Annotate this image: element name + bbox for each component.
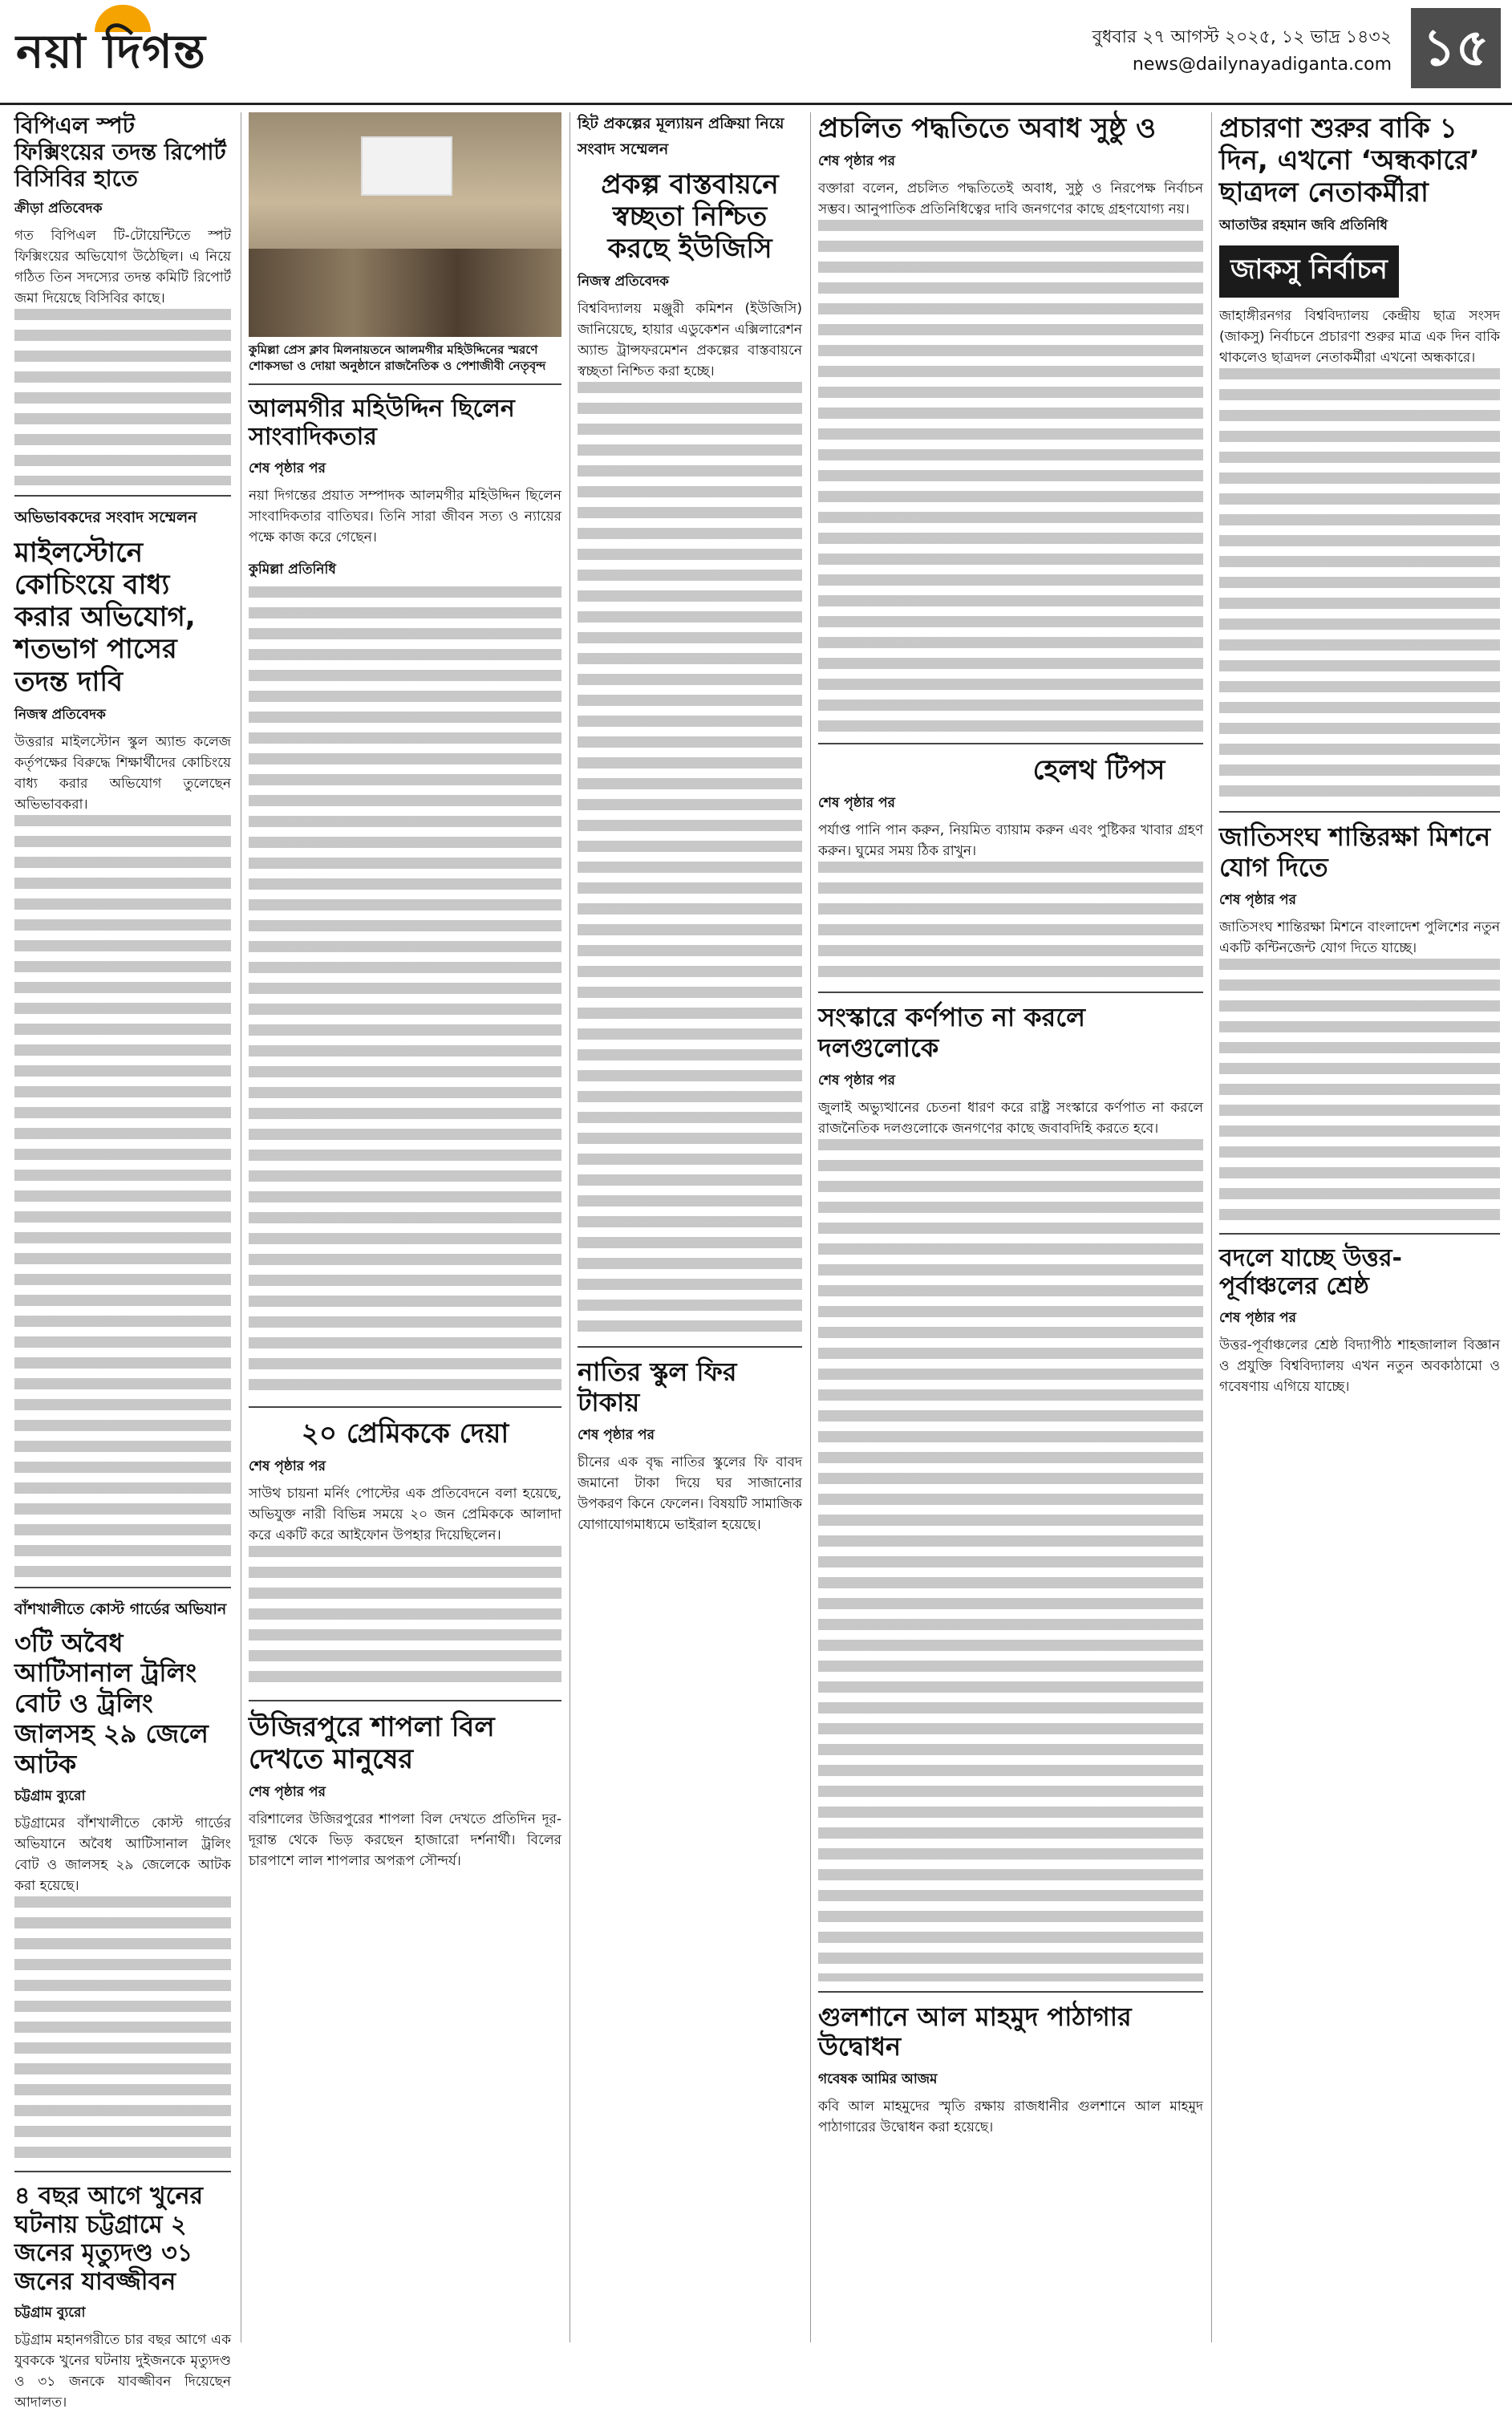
issue-date: বুধবার ২৭ আগস্ট ২০২৫, ১২ ভাদ্র ১৪৩২ xyxy=(1092,27,1392,47)
kicker: হিট প্রকল্পের মূল্যায়ন প্রক্রিয়া নিয়ে সংবাদ সম্মেলন xyxy=(578,115,784,158)
byline: চট্টগ্রাম ব্যুরো xyxy=(14,1788,86,1805)
text-block-filler xyxy=(818,862,1203,982)
divider xyxy=(14,2171,231,2172)
byline: শেষ পৃষ্ঠার পর xyxy=(249,1458,326,1474)
headline: হেলথ টিপস xyxy=(1032,754,1165,787)
kicker: বাঁশখালীতে কোস্ট গার্ডের অভিযান xyxy=(14,1600,227,1618)
divider xyxy=(578,1346,802,1348)
article-body: গত বিপিএল টি-টোয়েন্টিতে স্পট ফিক্সিংয়ের অভিযোগ উঠেছিল। এ নিয়ে গঠিত তিন সদস্যের তদন্ত কমিটি রিপোর্ট জমা দিয়েছে বিসিবির কাছে। xyxy=(14,228,231,307)
article-body: নয়া দিগন্তের প্রয়াত সম্পাদক আলমগীর মহিউদ্দিন ছিলেন সাংবাদিকতার বাতিঘর। তিনি সারা জীবন সত্য ও ন্যায়ের পক্ষে কাজ করে গেছেন। xyxy=(249,487,561,545)
byline: আতাউর রহমান জবি প্রতিনিধি xyxy=(1219,217,1388,234)
text-block-filler xyxy=(578,382,802,1336)
article-body: জাহাঙ্গীরনগর বিশ্ববিদ্যালয় কেন্দ্রীয় ছাত্র সংসদ (জাকসু) নির্বাচনে প্রচারণা শুরুর মাত্র এক দিন বাকি থাকলেও ছাত্রদল নেতাকর্মীরা এখনো অন্ধকারে। xyxy=(1219,308,1500,367)
headline: আলমগীর মহিউদ্দিন ছিলেন সাংবাদিকতার xyxy=(249,395,515,452)
column-1 xyxy=(14,112,231,2413)
divider xyxy=(249,383,561,385)
article-bpl xyxy=(14,112,231,485)
text-block-filler xyxy=(1219,368,1500,801)
article-body: পর্যাপ্ত পানি পান করুন, নিয়মিত ব্যায়াম করুন এবং পুষ্টিকর খাবার গ্রহণ করুন। ঘুমের সময় ঠিক রাখুন। xyxy=(818,822,1203,860)
dateline xyxy=(1092,24,1392,79)
column-rule xyxy=(810,112,811,2342)
text-block-filler xyxy=(14,815,231,1577)
byline: শেষ পৃষ্ঠার পর xyxy=(249,1784,326,1801)
article-body: কবি আল মাহমুদের স্মৃতি রক্ষায় রাজধানীর গুলশানে আল মাহমুদ পাঠাগারের উদ্বোধন করা হয়েছে। xyxy=(818,2099,1203,2136)
column-rule xyxy=(1211,112,1212,2342)
headline: নাতির স্কুল ফির টাকায় xyxy=(578,1357,737,1418)
headline: গুলশানে আল মাহমুদ পাঠাগার উদ্বোধন xyxy=(818,2001,1132,2062)
article-body: সাউথ চায়না মর্নিং পোস্টের এক প্রতিবেদনে বলা হয়েছে, অভিযুক্ত নারী বিভিন্ন সময়ে ২০ জন প্রেমিককে আলাদা করে একটি করে আইফোন উপহার দিয়েছিলেন। xyxy=(249,1485,561,1543)
article-body: বরিশালের উজিরপুরের শাপলা বিল দেখতে প্রতিদিন দূর-দূরান্ত থেকে ভিড় করছেন হাজারো দর্শনার্থী। বিলের চারপাশে লাল শাপলার অপরূপ সৌন্দর্য। xyxy=(249,1811,561,1870)
kicker: অভিভাবকদের সংবাদ সম্মেলন xyxy=(14,509,197,527)
newspaper-logo: নয়া দিগন্ত xyxy=(16,24,206,79)
byline: শেষ পৃষ্ঠার পর xyxy=(1219,891,1296,908)
article-body: বিশ্ববিদ্যালয় মঞ্জুরী কমিশন (ইউজিসি) জানিয়েছে, হায়ার এডুকেশন এক্সিলারেশন অ্যান্ড ট্রান্সফরমেশন প্রকল্পের বাস্তবায়নে স্বচ্ছতা নিশ্চিত করা হচ্ছে। xyxy=(578,301,802,380)
photo-caption: কুমিল্লা প্রেস ক্লাব মিলনায়তনে আলমগীর মহিউদ্দিনের স্মরণে শোকসভা ও দোয়া অনুষ্ঠানে রাজনৈতিক ও পেশাজীবী নেতৃবৃন্দ xyxy=(249,343,546,373)
article-body: জাতিসংঘ শান্তিরক্ষা মিশনে বাংলাদেশ পুলিশের নতুন একটি কন্টিনজেন্ট যোগ দিতে যাচ্ছে। xyxy=(1219,919,1500,956)
divider xyxy=(1219,811,1500,813)
byline: শেষ পৃষ্ঠার পর xyxy=(818,1072,895,1089)
byline: শেষ পৃষ্ঠার পর xyxy=(578,1426,655,1443)
article-body: উত্তরার মাইলস্টোন স্কুল অ্যান্ড কলেজ কর্তৃপক্ষের বিরুদ্ধে শিক্ষার্থীদের কোচিংয়ে বাধ্য করার অভিযোগ তুলেছেন অভিভাবকরা। xyxy=(14,733,231,813)
headline: প্রচারণা শুরুর বাকি ১ দিন, এখনো ‘অন্ধকারে’ ছাত্রদল নেতাকর্মীরা xyxy=(1219,112,1480,209)
article-jakshu xyxy=(1219,112,1500,801)
headline: প্রকল্প বাস্তবায়নে স্বচ্ছতা নিশ্চিত করছে ইউজিসি xyxy=(601,168,779,266)
article-body: বক্তারা বলেন, প্রচলিত পদ্ধতিতেই অবাধ, সুষ্ঠু ও নিরপেক্ষ নির্বাচন সম্ভব। আনুপাতিক প্রতিনিধিত্বের দাবি জনগণের কাছে গ্রহণযোগ্য নয়। xyxy=(818,180,1203,218)
text-block-filler xyxy=(249,586,561,1397)
divider xyxy=(14,1587,231,1588)
article-body: চট্টগ্রামের বাঁশখালীতে কোস্ট গার্ডের অভিযানে অবৈধ আটিসানাল ট্রলিং বোট ও জালসহ ২৯ জেলেকে আটক করা হয়েছে। xyxy=(14,1815,231,1895)
byline: নিজস্ব প্রতিবেদক xyxy=(578,274,669,290)
divider xyxy=(818,1991,1203,1993)
article-body: উত্তর-পূর্বাঞ্চলের শ্রেষ্ঠ বিদ্যাপীঠ শাহজালাল বিজ্ঞান ও প্রযুক্তি বিশ্ববিদ্যালয় এখন নতুন অবকাঠামো ও গবেষণায় এগিয়ে যাচ্ছে। xyxy=(1219,1336,1500,1395)
divider xyxy=(14,495,231,497)
divider xyxy=(818,743,1203,744)
article-milestone xyxy=(14,506,231,1577)
banner-portrait xyxy=(361,136,452,196)
article-alamgir xyxy=(249,395,561,1397)
column-5 xyxy=(1219,112,1500,1397)
article-uttar xyxy=(1219,1244,1500,1397)
article-natir xyxy=(578,1357,802,1535)
byline: নিজস্ব প্রতিবেদক xyxy=(14,706,106,723)
headline: জাতিসংঘ শান্তিরক্ষা মিশনে যোগ দিতে xyxy=(1219,821,1491,883)
article-banshkhali xyxy=(14,1598,231,2162)
divider xyxy=(249,1700,561,1701)
column-2 xyxy=(249,112,561,1872)
headline: ৩টি অবৈধ আটিসানাল ট্রলিং বোট ও ট্রলিং জালসহ ২৯ জেলে আটক xyxy=(14,1627,209,1779)
article-gulshan xyxy=(818,2002,1203,2139)
byline: শেষ পৃষ্ঠার পর xyxy=(1219,1309,1296,1326)
text-block-filler xyxy=(818,220,1203,733)
audience xyxy=(249,249,561,337)
headline: প্রচলিত পদ্ধতিতে অবাধ সুষ্ঠু ও xyxy=(818,112,1156,144)
column-4 xyxy=(818,112,1203,2138)
text-block-filler xyxy=(818,1139,1203,1981)
headline: ৪ বছর আগে খুনের ঘটনায় চট্টগ্রামে ২ জনের মৃত্যুদণ্ড ৩১ জনের যাবজ্জীবন xyxy=(14,2182,204,2296)
divider xyxy=(1219,1233,1500,1235)
headline: ২০ প্রেমিককে দেয়া xyxy=(301,1417,509,1450)
article-health xyxy=(818,754,1203,982)
masthead xyxy=(0,0,1512,105)
text-block-filler xyxy=(14,309,231,485)
byline: কুমিল্লা প্রতিনিধি xyxy=(249,561,336,578)
article-body: চীনের এক বৃদ্ধ নাতির স্কুলের ফি বাবদ জমানো টাকা দিয়ে ঘর সাজানোর উপকরণ কিনে ফেলেন। বিষয়টি সামাজিক যোগাযোগমাধ্যমে ভাইরাল হয়েছে। xyxy=(578,1454,802,1533)
byline: শেষ পৃষ্ঠার পর xyxy=(818,153,895,170)
byline: শেষ পৃষ্ঠার পর xyxy=(249,460,326,477)
headline: বদলে যাচ্ছে উত্তর-পূর্বাঞ্চলের শ্রেষ্ঠ xyxy=(1219,1243,1402,1301)
divider xyxy=(818,992,1203,993)
headline: মাইলস্টোনে কোচিংয়ে বাধ্য করার অভিযোগ, শতভাগ পাসের তদন্ত দাবি xyxy=(14,537,196,698)
text-block-filler xyxy=(14,1896,231,2161)
divider xyxy=(249,1406,561,1408)
contact-email[interactable]: news@dailynayadiganta.com xyxy=(1132,55,1392,75)
text-block-filler xyxy=(1219,959,1500,1223)
article-body: জুলাই অভ্যুত্থানের চেতনা ধারণ করে রাষ্ট্র সংস্কারে কর্ণপাত না করলে রাজনৈতিক দলগুলোকে জনগণের কাছে জবাবদিহি করতে হবে। xyxy=(818,1099,1203,1137)
article-body: চট্টগ্রাম মহানগরীতে চার বছর আগে এক যুবককে খুনের ঘটনায় দুইজনকে মৃত্যুদণ্ড ও ৩১ জনকে যাবজ্জীবন দিয়েছেন আদালত। xyxy=(14,2331,231,2411)
headline: উজিরপুরে শাপলা বিল দেখতে মানুষের xyxy=(249,1710,495,1775)
article-sanskar xyxy=(818,1003,1203,1981)
photo-memorial-meeting xyxy=(249,112,561,337)
section-banner xyxy=(1219,245,1500,298)
article-premik xyxy=(249,1417,561,1690)
article-ctg-murder xyxy=(14,2182,231,2413)
article-prachalita xyxy=(818,112,1203,733)
article-ujirpur xyxy=(249,1711,561,1872)
byline: শেষ পৃষ্ঠার পর xyxy=(818,795,895,812)
byline: গবেষক আমির আজম xyxy=(818,2071,938,2088)
headline: সংস্কারে কর্ণপাত না করলে দলগুলোকে xyxy=(818,1002,1085,1063)
article-ugc xyxy=(578,112,802,1336)
byline: চট্টগ্রাম ব্যুরো xyxy=(14,2304,86,2321)
jakshu-election-banner: জাকসু নির্বাচন xyxy=(1219,245,1399,298)
article-un xyxy=(1219,822,1500,1223)
column-3 xyxy=(578,112,802,1535)
headline: বিপিএল স্পট ফিক্সিংয়ের তদন্ত রিপোর্ট বিসিবির হাতে xyxy=(14,112,226,193)
byline: ক্রীড়া প্রতিবেদক xyxy=(14,201,103,217)
text-block-filler xyxy=(249,1546,561,1690)
page-number: ১৫ xyxy=(1411,8,1501,88)
